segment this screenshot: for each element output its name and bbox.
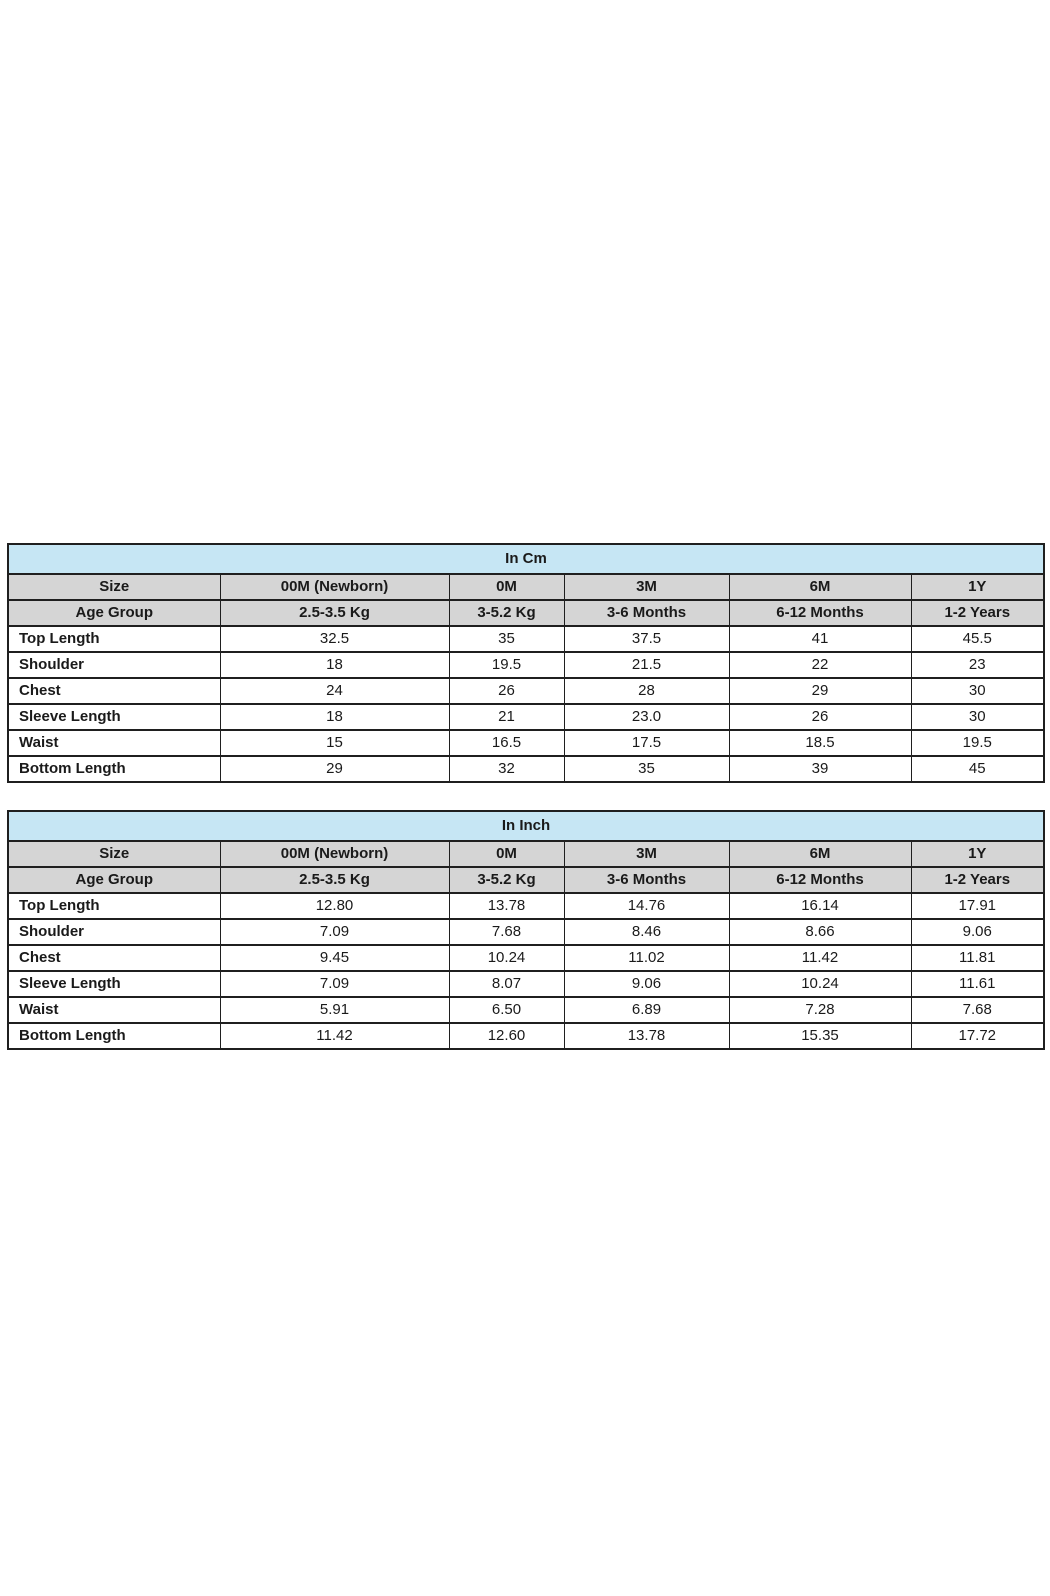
value-cell: 17.72 (911, 1023, 1044, 1049)
value-cell: 22 (729, 652, 911, 678)
column-header-cell: 3M (564, 574, 729, 600)
value-cell: 9.06 (911, 919, 1044, 945)
value-cell: 28 (564, 678, 729, 704)
column-header-cell: 1-2 Years (911, 867, 1044, 893)
column-header-size: Size (8, 841, 220, 867)
row-label: Bottom Length (8, 1023, 220, 1049)
table-row (8, 1023, 1044, 1049)
value-cell: 29 (729, 678, 911, 704)
value-cell: 39 (729, 756, 911, 782)
value-cell: 21 (449, 704, 564, 730)
value-cell: 32 (449, 756, 564, 782)
table-row (8, 945, 1044, 971)
value-cell: 6.89 (564, 997, 729, 1023)
column-header-age-group: Age Group (8, 867, 220, 893)
value-cell: 14.76 (564, 893, 729, 919)
value-cell: 7.09 (220, 919, 449, 945)
table-row (8, 997, 1044, 1023)
size-table-inch (7, 810, 1045, 1050)
row-label: Shoulder (8, 919, 220, 945)
table-row (8, 626, 1044, 652)
row-label: Waist (8, 997, 220, 1023)
value-cell: 9.45 (220, 945, 449, 971)
value-cell: 41 (729, 626, 911, 652)
column-header-cell: 3-6 Months (564, 867, 729, 893)
column-header-cell: 6M (729, 841, 911, 867)
value-cell: 9.06 (564, 971, 729, 997)
value-cell: 17.5 (564, 730, 729, 756)
table-title-cm: In Cm (8, 544, 1044, 574)
value-cell: 5.91 (220, 997, 449, 1023)
value-cell: 19.5 (449, 652, 564, 678)
value-cell: 19.5 (911, 730, 1044, 756)
row-label: Sleeve Length (8, 971, 220, 997)
value-cell: 23.0 (564, 704, 729, 730)
column-header-cell: 3-6 Months (564, 600, 729, 626)
row-label: Top Length (8, 626, 220, 652)
value-cell: 11.42 (220, 1023, 449, 1049)
value-cell: 6.50 (449, 997, 564, 1023)
table-row (8, 704, 1044, 730)
column-header-cell: 0M (449, 574, 564, 600)
value-cell: 8.66 (729, 919, 911, 945)
column-header-cell: 3-5.2 Kg (449, 600, 564, 626)
value-cell: 35 (449, 626, 564, 652)
column-header-cell: 1-2 Years (911, 600, 1044, 626)
value-cell: 29 (220, 756, 449, 782)
table-row (8, 971, 1044, 997)
column-header-cell: 6-12 Months (729, 600, 911, 626)
value-cell: 30 (911, 678, 1044, 704)
value-cell: 11.42 (729, 945, 911, 971)
column-header-cell: 3M (564, 841, 729, 867)
row-label: Shoulder (8, 652, 220, 678)
table-row (8, 756, 1044, 782)
value-cell: 7.68 (449, 919, 564, 945)
value-cell: 7.09 (220, 971, 449, 997)
table-row (8, 730, 1044, 756)
value-cell: 35 (564, 756, 729, 782)
row-label: Waist (8, 730, 220, 756)
value-cell: 13.78 (564, 1023, 729, 1049)
value-cell: 10.24 (449, 945, 564, 971)
row-label: Chest (8, 678, 220, 704)
value-cell: 45.5 (911, 626, 1044, 652)
row-label: Sleeve Length (8, 704, 220, 730)
value-cell: 7.28 (729, 997, 911, 1023)
column-header-cell: 0M (449, 841, 564, 867)
column-header-cell: 6M (729, 574, 911, 600)
value-cell: 11.61 (911, 971, 1044, 997)
value-cell: 8.07 (449, 971, 564, 997)
value-cell: 30 (911, 704, 1044, 730)
value-cell: 17.91 (911, 893, 1044, 919)
value-cell: 26 (449, 678, 564, 704)
value-cell: 21.5 (564, 652, 729, 678)
value-cell: 18 (220, 704, 449, 730)
column-header-cell: 1Y (911, 574, 1044, 600)
value-cell: 15.35 (729, 1023, 911, 1049)
column-header-cell: 00M (Newborn) (220, 841, 449, 867)
value-cell: 23 (911, 652, 1044, 678)
value-cell: 11.81 (911, 945, 1044, 971)
table-row (8, 893, 1044, 919)
value-cell: 12.60 (449, 1023, 564, 1049)
value-cell: 16.5 (449, 730, 564, 756)
row-label: Chest (8, 945, 220, 971)
table-row (8, 652, 1044, 678)
value-cell: 37.5 (564, 626, 729, 652)
value-cell: 7.68 (911, 997, 1044, 1023)
column-header-cell: 6-12 Months (729, 867, 911, 893)
value-cell: 11.02 (564, 945, 729, 971)
column-header-age-group: Age Group (8, 600, 220, 626)
column-header-cell: 3-5.2 Kg (449, 867, 564, 893)
value-cell: 15 (220, 730, 449, 756)
value-cell: 8.46 (564, 919, 729, 945)
value-cell: 18.5 (729, 730, 911, 756)
table-row (8, 678, 1044, 704)
value-cell: 24 (220, 678, 449, 704)
value-cell: 26 (729, 704, 911, 730)
column-header-size: Size (8, 574, 220, 600)
column-header-cell: 2.5-3.5 Kg (220, 600, 449, 626)
value-cell: 12.80 (220, 893, 449, 919)
table-title-inch: In Inch (8, 811, 1044, 841)
row-label: Top Length (8, 893, 220, 919)
column-header-cell: 00M (Newborn) (220, 574, 449, 600)
row-label: Bottom Length (8, 756, 220, 782)
column-header-cell: 2.5-3.5 Kg (220, 867, 449, 893)
value-cell: 10.24 (729, 971, 911, 997)
size-table-cm (7, 543, 1045, 783)
column-header-cell: 1Y (911, 841, 1044, 867)
value-cell: 16.14 (729, 893, 911, 919)
value-cell: 13.78 (449, 893, 564, 919)
value-cell: 18 (220, 652, 449, 678)
table-row (8, 919, 1044, 945)
value-cell: 32.5 (220, 626, 449, 652)
value-cell: 45 (911, 756, 1044, 782)
